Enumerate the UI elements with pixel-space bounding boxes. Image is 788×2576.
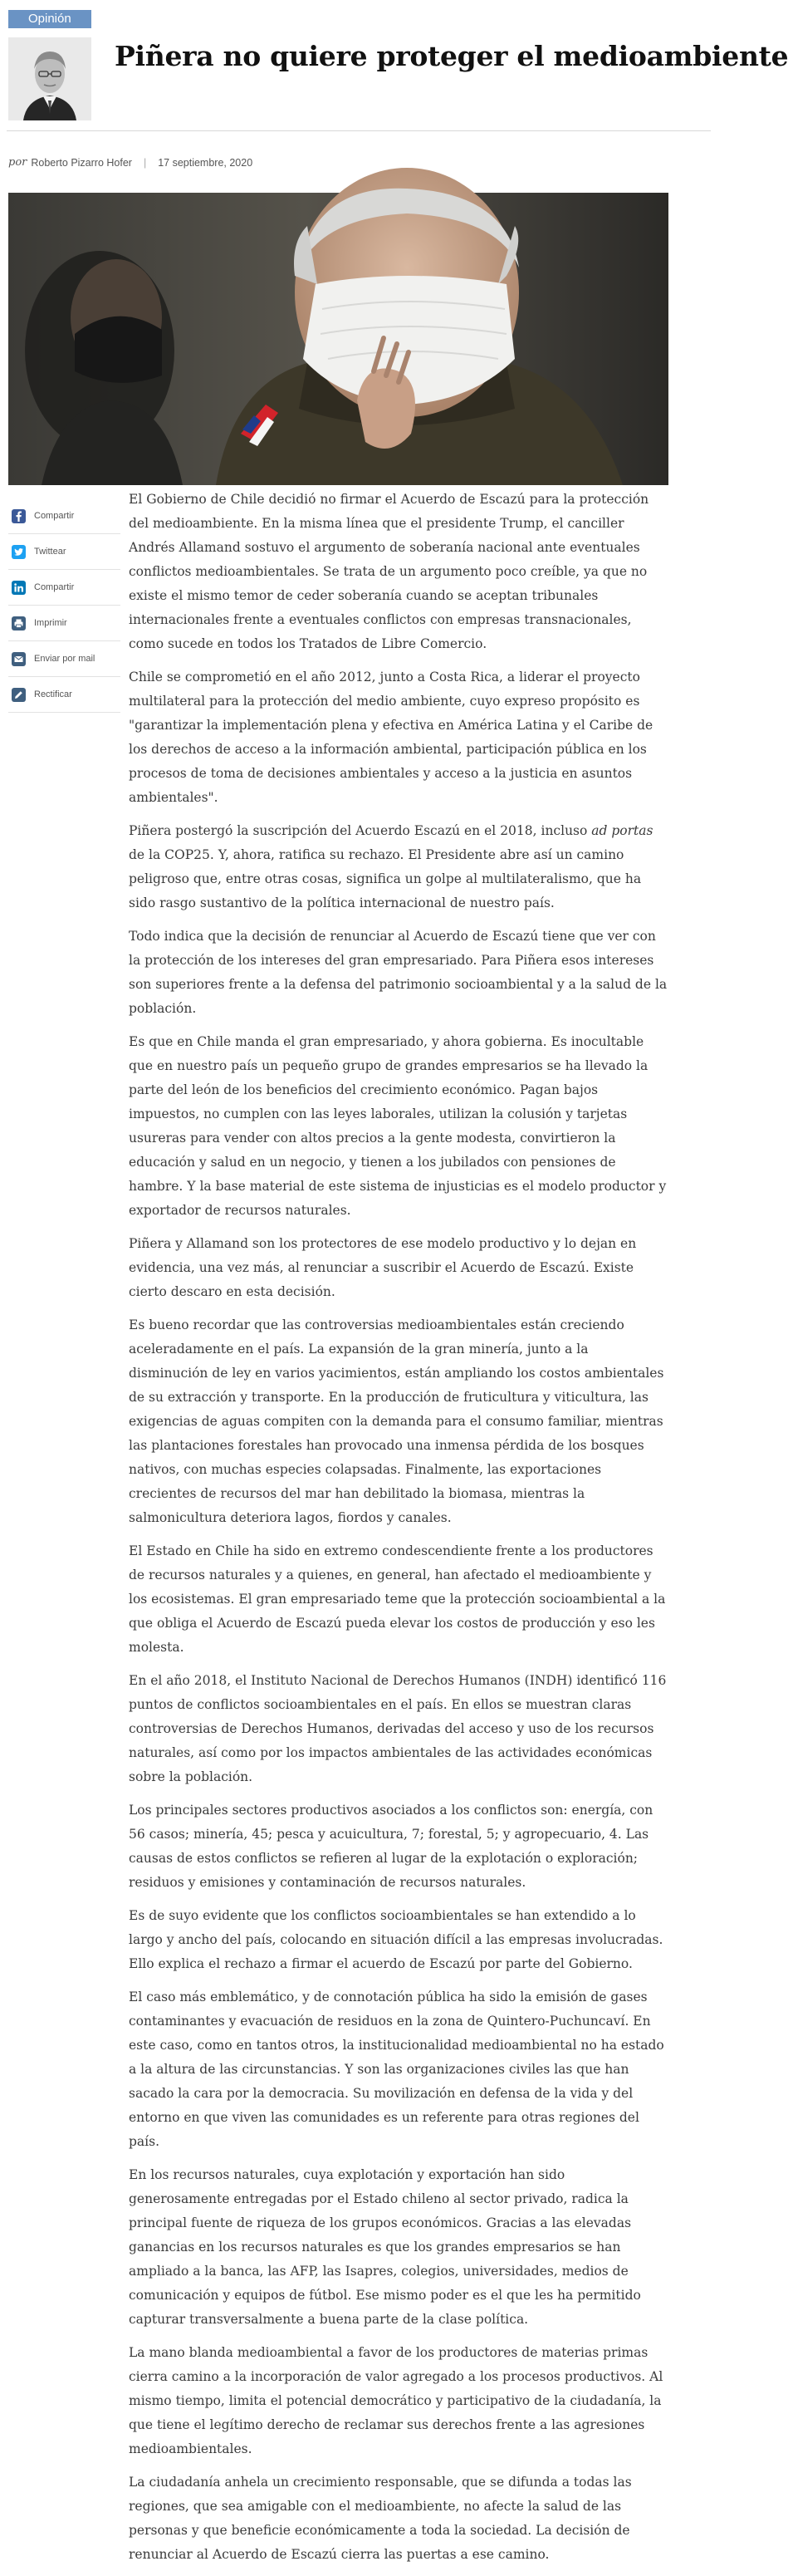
twitter-icon — [12, 545, 26, 559]
article-body — [129, 488, 668, 2576]
share-linkedin-label: Compartir — [34, 582, 75, 592]
article-paragraph: La mano blanda medioambiental a favor de los productores de materias primas cierra camino a la incorporación de valor agregado a los procesos productivos. Al mismo tiempo, limita el potencial democrático y participativo de la ciudadanía, la que tiene el legítimo derecho de reclamar sus derechos frente a las agresiones medioambientales. — [129, 2345, 663, 2456]
paragraph-text: de la COP25. Y, ahora, ratifica su rechazo. El Presidente abre así un camino peligroso que, entre otras cosas, significa un golpe al multilateralismo, que ha sido rasgo sustantivo de la política internacional de nuestro país. — [129, 847, 642, 910]
print-icon — [12, 616, 26, 631]
article-paragraph: En los recursos naturales, cuya explotación y exportación han sido generosamente entregadas por el Estado chileno al sector privado, radica la principal fuente de riqueza de los grupos económicos. Gracias a las elevadas ganancias en los recursos naturales es que los grandes empresarios se han ampliado a la banca, las AFP, las Isapres, colegios, universidades, medios de comunicación y equipos de fútbol. Ese mismo poder es el que les ha permitido capturar transversalmente a buena parte de la clase política. — [129, 2167, 641, 2327]
emphasis-text: ad portas — [591, 823, 653, 838]
byline-separator: | — [143, 156, 147, 169]
print-button[interactable] — [8, 606, 120, 641]
article-paragraph: Es que en Chile manda el gran empresariado, y ahora gobierna. Es inocultable que en nuestro país un pequeño grupo de grandes empresarios se ha llevado la parte del león de los beneficios del crecimiento económico. Pagan bajos impuestos, no cumplen con las leyes laborales, utilizan la colusión y tarjetas usureras para vender con altos precios a la gente modesta, convirtieron la educación y salud en un negocio, y tienen a los jubilados con pensiones de hambre. Y la base material de este sistema de injusticias es el modelo productor y exportador de recursos naturales. — [129, 1034, 667, 1218]
share-twitter-label: Twittear — [34, 547, 66, 557]
byline-prefix: por — [8, 156, 27, 169]
article-paragraph: La ciudadanía anhela un crecimiento responsable, que se difunda a todas las regiones, que sea amigable con el medioambiente, no afecte la salud de las personas y que beneficie económicamente a toda la sociedad. La decisión de renunciar al Acuerdo de Escazú cierra las puertas a ese camino. — [129, 2475, 632, 2562]
linkedin-icon — [12, 581, 26, 595]
byline — [8, 156, 252, 169]
article-paragraph: Es bueno recordar que las controversias medioambientales están creciendo aceleradamente en el país. La expansión de la gran minería, junto a la disminución de ley en varios yacimientos, están ampliando los costos ambientales de su extracción y transporte. En la producción de fruticultura y viticultura, las exigencias de aguas compiten con la demanda para el consumo familiar, mientras las plantaciones forestales han provocado una inmensa pérdida de los bosques nativos, con muchas especies colapsadas. Finalmente, las exportaciones crecientes de recursos del mar han debilitado la biomasa, mientras la salmonicultura deteriora lagos, fiordos y canales. — [129, 1317, 664, 1525]
photo-illustration — [8, 193, 668, 485]
facebook-icon — [12, 509, 26, 523]
article-photo — [8, 193, 668, 485]
share-facebook-button[interactable] — [8, 498, 120, 534]
rectify-button[interactable] — [8, 677, 120, 713]
section-badge[interactable]: Opinión — [8, 10, 91, 28]
author-name[interactable]: Roberto Pizarro Hofer — [31, 156, 132, 169]
rectify-label: Rectificar — [34, 689, 72, 699]
article-paragraph: El caso más emblemático, y de connotación pública ha sido la emisión de gases contaminantes y evacuación de residuos en la zona de Quintero-Puchuncaví. En este caso, como en tantos otros, la institucionalidad medioambiental no ha estado a la altura de las circunstancias. Y son las organizaciones civiles las que han sacado la cara por la democracia. Su movilización en defensa de la vida y del entorno en que viven las comunidades es un referente para otras regiones del país. — [129, 1990, 664, 2149]
share-bar — [8, 498, 120, 713]
share-linkedin-button[interactable] — [8, 570, 120, 606]
article-paragraph: El Gobierno de Chile decidió no firmar el Acuerdo de Escazú para la protección del medioambiente. En la misma línea que el presidente Trump, el canciller Andrés Allamand sostuvo el argumento de soberanía nacional ante eventuales conflictos medioambientales. Se trata de un argumento poco creíble, ya que no existe el mismo temor de ceder soberanía cuando se aceptan tribunales internacionales frente a eventuales conflictos con empresas transnacionales, como sucede en todos los Tratados de Libre Comercio. — [129, 492, 649, 651]
article-paragraph: El Estado en Chile ha sido en extremo condescendiente frente a los productores de recursos naturales y a quienes, en general, han afectado el medioambiente y los ecosistemas. El gran empresariado teme que la protección socioambiental a la que obliga el Acuerdo de Escazú pueda elevar los costos de producción y eso les molesta. — [129, 1543, 666, 1655]
article-paragraph: En el año 2018, el Instituto Nacional de Derechos Humanos (INDH) identificó 116 puntos de conflictos socioambientales en el país. En ellos se muestran claras controversias de Derechos Humanos, derivadas del acceso y uso de los recursos naturales, así como por los impactos ambientales de las actividades económicas sobre la población. — [129, 1673, 667, 1784]
email-button[interactable] — [8, 641, 120, 677]
share-facebook-label: Compartir — [34, 511, 75, 521]
email-label: Enviar por mail — [34, 654, 95, 664]
publish-date: 17 septiembre, 2020 — [158, 156, 253, 169]
header-divider — [7, 130, 711, 131]
pencil-icon — [12, 688, 26, 702]
article-paragraph: Piñera y Allamand son los protectores de ese modelo productivo y lo dejan en evidencia, una vez más, al renunciar a suscribir el Acuerdo de Escazú. Existe cierto descaro en esta decisión. — [129, 1236, 637, 1299]
mail-icon — [12, 652, 26, 666]
article-paragraph: Todo indica que la decisión de renunciar al Acuerdo de Escazú tiene que ver con la protección de los intereses del gran empresariado. Para Piñera esos intereses son superiores frente a la defensa del patrimonio socioambiental y a la salud de la población. — [129, 929, 668, 1016]
author-avatar — [8, 37, 91, 120]
article-title: Piñera no quiere proteger el medioambiente — [115, 40, 788, 72]
article-paragraph: Los principales sectores productivos asociados a los conflictos son: energía, con 56 casos; minería, 45; pesca y acuicultura, 7; forestal, 5; y agropecuario, 4. Las causas de estos conflictos se refieren al lugar de la explotación o exploración; residuos y emisiones y contaminación de recursos naturales. — [129, 1803, 653, 1890]
print-label: Imprimir — [34, 618, 67, 628]
article-paragraph: Es de suyo evidente que los conflictos socioambientales se han extendido a lo largo y ancho del país, colocando en situación difícil a las empresas involucradas. Ello explica el rechazo a firmar el acuerdo de Escazú por parte del Gobierno. — [129, 1908, 663, 1971]
share-twitter-button[interactable] — [8, 534, 120, 570]
paragraph-text: Piñera postergó la suscripción del Acuerdo Escazú en el 2018, incluso — [129, 823, 592, 838]
author-portrait-icon — [8, 37, 91, 120]
article-paragraph — [129, 819, 668, 915]
article-paragraph: Chile se comprometió en el año 2012, junto a Costa Rica, a liderar el proyecto multilateral para la protección del medio ambiente, cuyo expreso propósito es "garantizar la implementación plena y efectiva en América Latina y el Caribe de los derechos de acceso a la información ambiental, participación pública en los procesos de toma de decisiones ambientales y acceso a la justicia en asuntos ambientales". — [129, 670, 653, 805]
